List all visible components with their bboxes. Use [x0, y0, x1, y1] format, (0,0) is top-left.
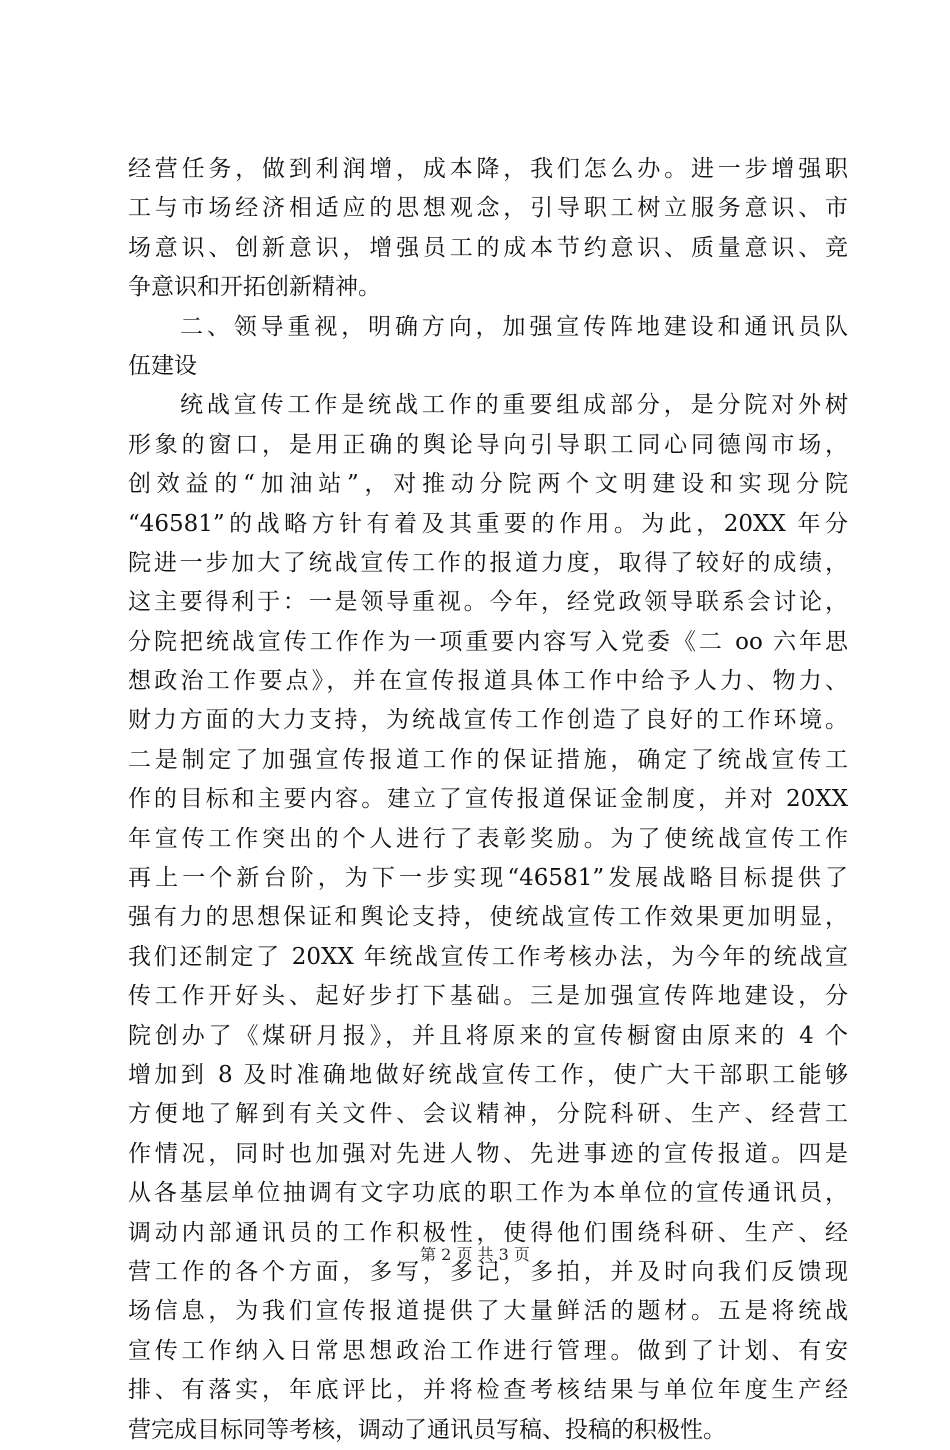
text-line: 创效益的“加油站”，对推动分院两个文明建设和实现分院: [128, 471, 848, 498]
page-footer: 第 2 页 共 3 页: [420, 1245, 530, 1264]
text-line: 分院把统战宣传工作作为一项重要内容写入党委《二 oo 六年思: [128, 628, 848, 655]
text-line: 院创办了《煤研月报》，并且将原来的宣传橱窗由原来的 4 个: [128, 1022, 848, 1049]
text-line: 伍建设: [128, 352, 197, 379]
text-line: 营完成目标同等考核，调动了通讯员写稿、投稿的积极性。: [128, 1416, 726, 1443]
text-line: 统战宣传工作是统战工作的重要组成部分，是分院对外树: [180, 392, 848, 419]
text-line: 形象的窗口，是用正确的舆论导向引导职工同心同德闯市场，: [128, 431, 848, 458]
text-line: “46581”的战略方针有着及其重要的作用。为此，20XX 年分: [128, 510, 848, 537]
text-line: 财力方面的大力支持，为统战宣传工作创造了良好的工作环境。: [128, 707, 848, 734]
text-line: 场信息，为我们宣传报道提供了大量鲜活的题材。五是将统战: [128, 1298, 848, 1325]
text-line: 想政治工作要点》，并在宣传报道具体工作中给予人力、物力、: [128, 668, 848, 695]
text-line: 经营任务，做到利润增，成本降，我们怎么办。进一步增强职: [128, 156, 848, 182]
text-line: 这主要得利于：一是领导重视。今年，经党政领导联系会讨论，: [128, 589, 848, 616]
text-line: 作情况，同时也加强对先进人物、先进事迹的宣传报道。四是: [128, 1140, 848, 1167]
text-line: 调动内部通讯员的工作积极性，使得他们围绕科研、生产、经: [128, 1219, 848, 1246]
text-line: 作的目标和主要内容。建立了宣传报道保证金制度，并对 20XX: [128, 786, 848, 813]
text-line: 二、领导重视，明确方向，加强宣传阵地建设和通讯员队: [180, 313, 848, 340]
text-line: 增加到 8 及时准确地做好统战宣传工作，使广大干部职工能够: [128, 1061, 848, 1088]
text-line: 场意识、创新意识，增强员工的成本节约意识、质量意识、竞: [128, 234, 848, 261]
text-line: 争意识和开拓创新精神。: [128, 274, 381, 301]
text-line: 方便地了解到有关文件、会议精神，分院科研、生产、经营工: [128, 1101, 848, 1128]
text-line: 宣传工作纳入日常思想政治工作进行管理。做到了计划、有安: [128, 1337, 848, 1364]
text-line: 营工作的各个方面，多写，多记，多拍，并及时向我们反馈现: [128, 1258, 848, 1285]
text-line: 我们还制定了 20XX 年统战宣传工作考核办法，为今年的统战宣: [128, 943, 848, 970]
text-line: 院进一步加大了统战宣传工作的报道力度，取得了较好的成绩，: [128, 549, 848, 576]
text-line: 再上一个新台阶，为下一步实现“46581”发展战略目标提供了: [128, 865, 848, 892]
text-line: 二是制定了加强宣传报道工作的保证措施，确定了统战宣传工: [128, 746, 848, 773]
text-line: 工与市场经济相适应的思想观念，引导职工树立服务意识、市: [128, 195, 848, 222]
text-line: 年宣传工作突出的个人进行了表彰奖励。为了使统战宣传工作: [128, 825, 848, 852]
text-line: 强有力的思想保证和舆论支持，使统战宣传工作效果更加明显，: [128, 904, 848, 931]
text-line: 排、有落实，年底评比，并将检查考核结果与单位年度生产经: [128, 1377, 848, 1404]
text-line: 从各基层单位抽调有文字功底的职工作为本单位的宣传通讯员，: [128, 1180, 848, 1207]
text-line: 传工作开好头、起好步打下基础。三是加强宣传阵地建设，分: [128, 983, 848, 1010]
